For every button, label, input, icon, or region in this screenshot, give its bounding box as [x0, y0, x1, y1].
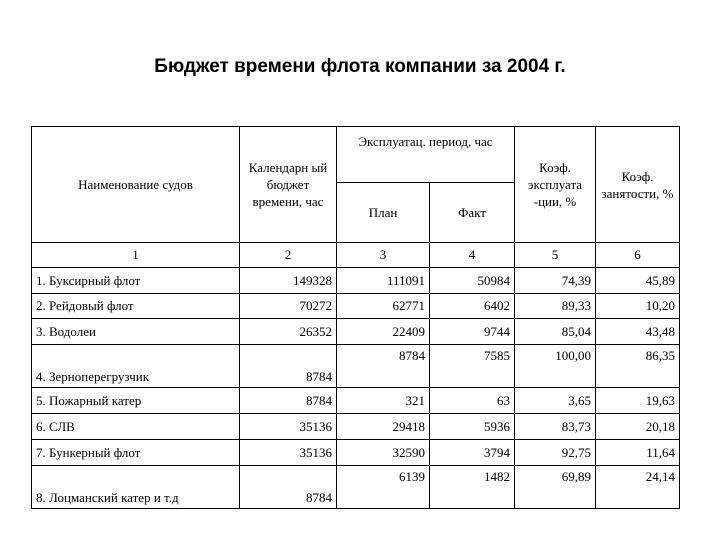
table-row — [32, 294, 680, 319]
row-fact: 50984 — [430, 268, 515, 294]
table-row — [32, 466, 680, 509]
row-name: 8. Лоцманский катер и т.д — [32, 466, 240, 509]
row-calendar: 8784 — [240, 466, 337, 509]
row-coef-exploit: 83,73 — [515, 414, 596, 440]
row-plan: 62771 — [337, 294, 430, 319]
table-row — [32, 388, 680, 414]
row-coef-exploit: 100,00 — [515, 345, 596, 388]
table-row — [32, 345, 680, 388]
row-coef-employ: 11,64 — [596, 440, 680, 466]
table-row — [32, 440, 680, 466]
row-plan: 8784 — [337, 345, 430, 388]
row-calendar: 26352 — [240, 319, 337, 345]
row-calendar: 70272 — [240, 294, 337, 319]
row-coef-employ: 86,35 — [596, 345, 680, 388]
row-fact: 3794 — [430, 440, 515, 466]
row-calendar: 8784 — [240, 345, 337, 388]
row-plan: 6139 — [337, 466, 430, 509]
header-coef-employ: Коэф. занятости, % — [596, 127, 680, 243]
column-number: 3 — [337, 243, 430, 268]
row-calendar: 35136 — [240, 414, 337, 440]
column-number-row — [32, 243, 680, 268]
row-plan: 111091 — [337, 268, 430, 294]
row-coef-exploit: 92,75 — [515, 440, 596, 466]
row-coef-employ: 10,20 — [596, 294, 680, 319]
row-coef-exploit: 74,39 — [515, 268, 596, 294]
row-name: 4. Зерноперегрузчик — [32, 345, 240, 388]
column-number: 6 — [596, 243, 680, 268]
table-row — [32, 319, 680, 345]
table-row — [32, 268, 680, 294]
row-calendar: 8784 — [240, 388, 337, 414]
fleet-budget-table — [31, 126, 680, 509]
row-plan: 32590 — [337, 440, 430, 466]
row-coef-employ: 19,63 — [596, 388, 680, 414]
row-fact: 1482 — [430, 466, 515, 509]
row-coef-exploit: 85,04 — [515, 319, 596, 345]
row-coef-employ: 24,14 — [596, 466, 680, 509]
row-fact: 6402 — [430, 294, 515, 319]
row-fact: 7585 — [430, 345, 515, 388]
header-coef-exploit: Коэф. эксплуата -ции, % — [515, 127, 596, 243]
header-fact: Факт — [430, 183, 515, 243]
row-coef-exploit: 89,33 — [515, 294, 596, 319]
row-name: 3. Водолеи — [32, 319, 240, 345]
row-name: 1. Буксирный флот — [32, 268, 240, 294]
row-coef-employ: 45,89 — [596, 268, 680, 294]
column-number: 1 — [32, 243, 240, 268]
header-calendar: Календарн ый бюджет времени, час — [240, 127, 337, 243]
row-coef-employ: 43,48 — [596, 319, 680, 345]
row-fact: 5936 — [430, 414, 515, 440]
column-number: 2 — [240, 243, 337, 268]
header-plan: План — [337, 183, 430, 243]
row-fact: 63 — [430, 388, 515, 414]
header-name: Наименование судов — [32, 127, 240, 243]
row-name: 5. Пожарный катер — [32, 388, 240, 414]
page-title: Бюджет времени флота компании за 2004 г. — [154, 56, 566, 77]
row-coef-employ: 20,18 — [596, 414, 680, 440]
row-name: 2. Рейдовый флот — [32, 294, 240, 319]
row-fact: 9744 — [430, 319, 515, 345]
row-plan: 22409 — [337, 319, 430, 345]
row-name: 6. СЛВ — [32, 414, 240, 440]
row-calendar: 149328 — [240, 268, 337, 294]
column-number: 5 — [515, 243, 596, 268]
row-coef-exploit: 69,89 — [515, 466, 596, 509]
row-coef-exploit: 3,65 — [515, 388, 596, 414]
row-name: 7. Бункерный флот — [32, 440, 240, 466]
row-plan: 29418 — [337, 414, 430, 440]
row-calendar: 35136 — [240, 440, 337, 466]
column-number: 4 — [430, 243, 515, 268]
header-exploit-period: Эксплуатац. период, час — [337, 127, 515, 183]
table-row — [32, 414, 680, 440]
row-plan: 321 — [337, 388, 430, 414]
